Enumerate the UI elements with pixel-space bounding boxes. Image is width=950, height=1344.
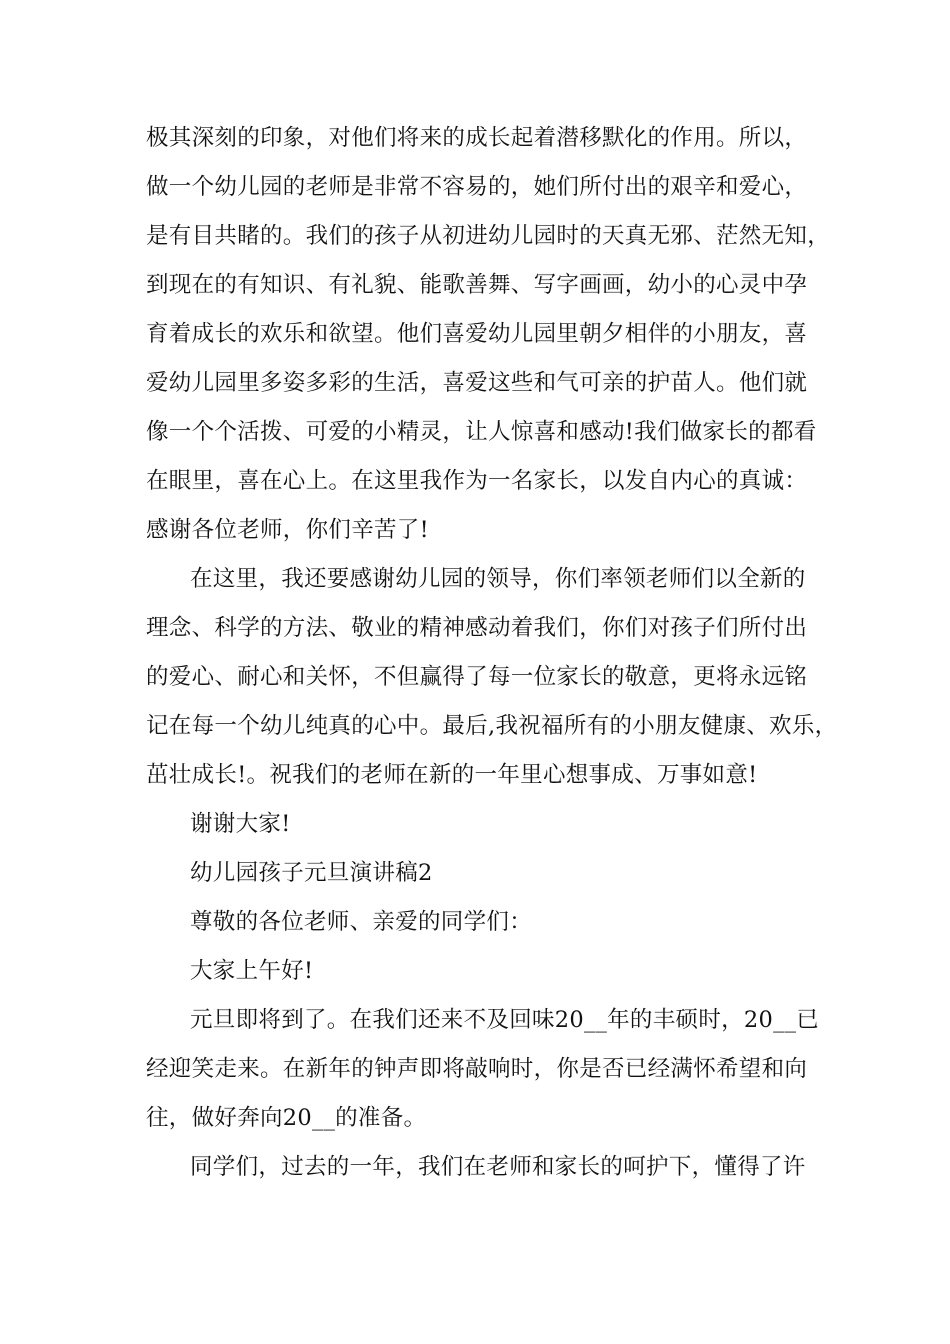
- text-line: 是有目共睹的。我们的孩子从初进幼儿园时的天真无邪、茫然无知，: [146, 223, 831, 249]
- text-line: 在这里，我还要感谢幼儿园的领导，你们率领老师们以全新的: [190, 566, 806, 592]
- text-line: 极其深刻的印象，对他们将来的成长起着潜移默化的作用。所以，: [146, 125, 808, 151]
- text-line: 像一个个活拨、可爱的小精灵，让人惊喜和感动!我们做家长的都看: [146, 419, 817, 445]
- text-line: 茁壮成长!。祝我们的老师在新的一年里心想事成、万事如意!: [146, 762, 758, 788]
- text-line: 记在每一个幼儿纯真的心中。最后,我祝福所有的小朋友健康、欢乐，: [146, 713, 838, 739]
- text-line: 元旦即将到了。在我们还来不及回味20__年的丰硕时，20__已: [190, 1007, 820, 1033]
- text-line: 的爱心、耐心和关怀，不但赢得了每一位家长的敬意，更将永远铭: [146, 664, 808, 690]
- text-line: 谢谢大家!: [190, 811, 291, 837]
- text-line: 往，做好奔向20__的准备。: [146, 1105, 427, 1131]
- text-line: 在眼里，喜在心上。在这里我作为一名家长，以发自内心的真诚：: [146, 468, 808, 494]
- text-line: 同学们，过去的一年，我们在老师和家长的呵护下，懂得了许: [190, 1154, 806, 1180]
- text-line: 育着成长的欢乐和欲望。他们喜爱幼儿园里朝夕相伴的小朋友，喜: [146, 321, 808, 347]
- text-line: 感谢各位老师，你们辛苦了!: [146, 517, 429, 543]
- text-line: 到现在的有知识、有礼貌、能歌善舞、写字画画，幼小的心灵中孕: [146, 272, 808, 298]
- text-line: 爱幼儿园里多姿多彩的生活，喜爱这些和气可亲的护苗人。他们就: [146, 370, 808, 396]
- text-line: 幼儿园孩子元旦演讲稿2: [190, 860, 433, 886]
- text-line: 尊敬的各位老师、亲爱的同学们：: [190, 909, 533, 935]
- text-line: 做一个幼儿园的老师是非常不容易的，她们所付出的艰辛和爱心，: [146, 174, 808, 200]
- text-line: 经迎笑走来。在新年的钟声即将敲响时，你是否已经满怀希望和向: [146, 1056, 808, 1082]
- document-text-body: [146, 126, 836, 1204]
- text-line: 大家上午好!: [190, 958, 314, 984]
- text-line: 理念、科学的方法、敬业的精神感动着我们，你们对孩子们所付出: [146, 615, 808, 641]
